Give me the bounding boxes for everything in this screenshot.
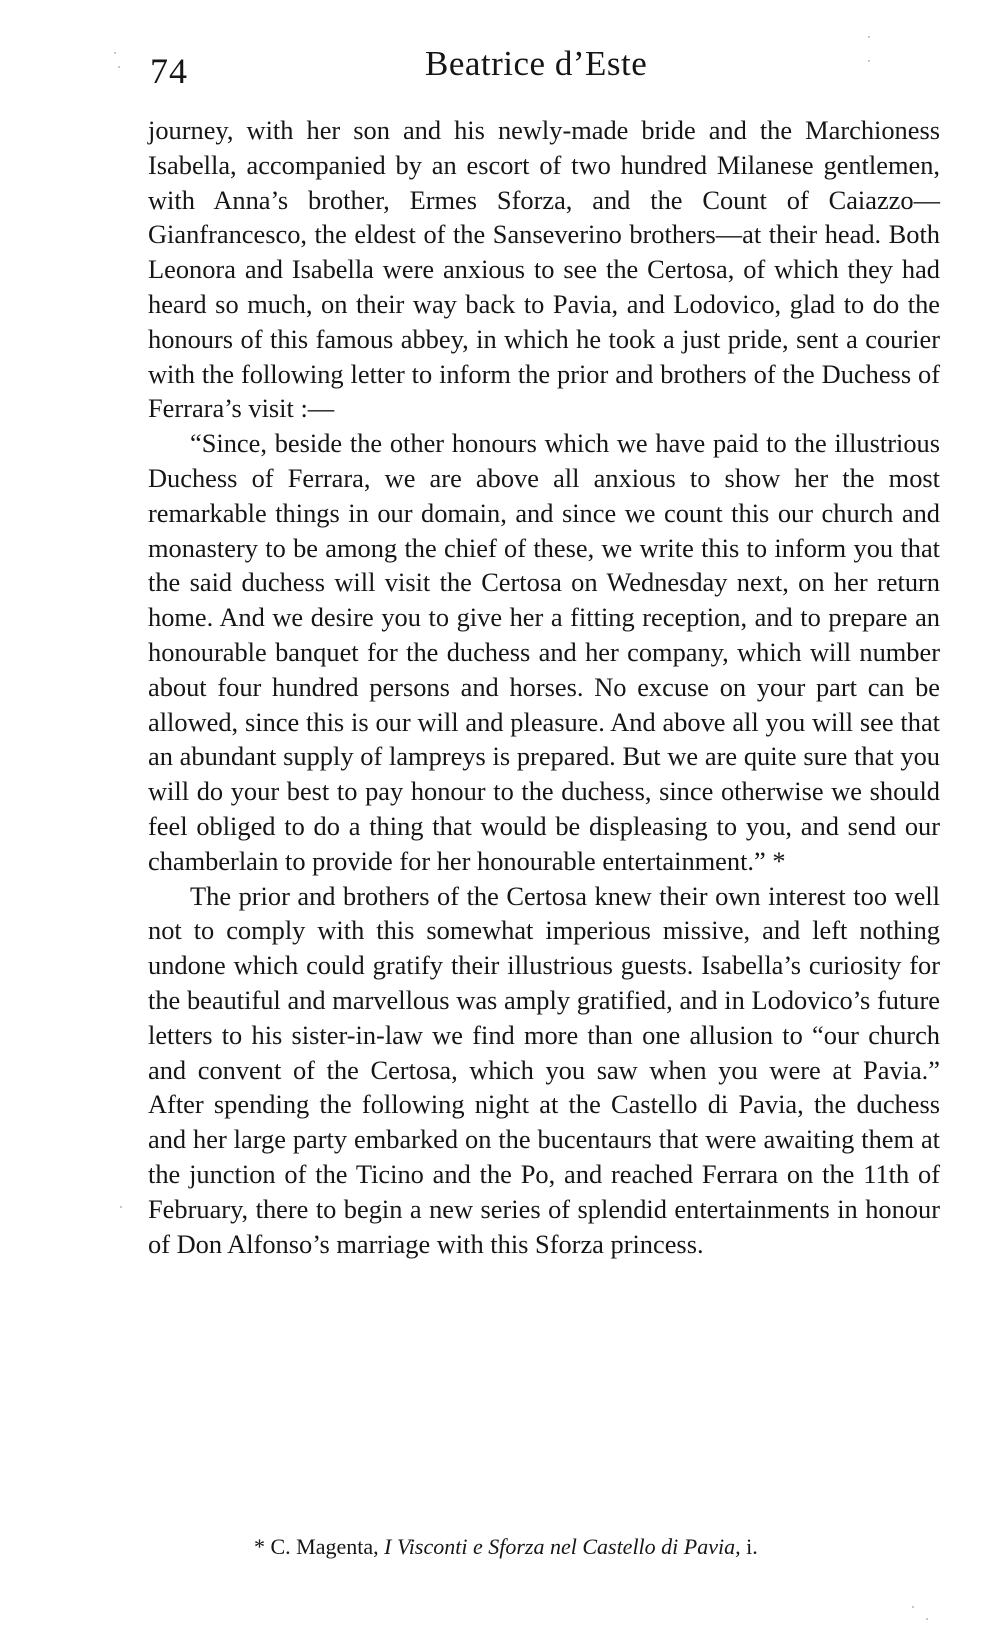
paragraph-quoted-letter: “Since, beside the other honours which we have paid to the illustrious Duchess of Ferrara, we are above all anxious to show her the most remarkable things in our domain, and since we count this our church and monastery to be among the chief of these, we write this to inform you that the said duchess will visit the Certosa on Wednesday next, on her return home. And we desire you to give her a fitting reception, and to prepare an honourable banquet for the duchess and her company, which will number about four hundred persons and horses. No excuse on your part can be allowed, since this is our will and pleasure. And above all you will see that an abundant supply of lampreys is prepared. But we are quite sure that you will do your best to pay honour to the duchess, since otherwise we should feel obliged to do a thing that would be displeasing to you, and send our chamberlain to provide for her honourable entertainment.” * — [148, 428, 940, 876]
footnote-title: I Visconti e Sforza nel Castello di Pavia, — [384, 1534, 741, 1559]
scan-speck — [926, 1618, 928, 1620]
footnote-volume: i. — [746, 1534, 758, 1559]
scan-speck — [120, 1206, 122, 1208]
running-title: Beatrice d’Este — [425, 44, 648, 83]
body-text — [148, 113, 940, 1261]
scan-speck — [868, 36, 870, 38]
footnote-author: C. Magenta, — [270, 1534, 379, 1559]
footnote-marker: * — [254, 1534, 265, 1559]
scan-speck — [868, 60, 870, 62]
scan-speck — [118, 66, 120, 68]
scan-speck — [912, 1606, 914, 1608]
paragraph-continuation: journey, with her son and his newly-made bride and the Marchioness Isabella, accompanied by an escort of two hundred Milanese gentlemen, with Anna’s brother, Ermes Sforza, and the Count of Caiazzo—Gianfrancesco, the eldest of the Sanseverino brothers—at their head. Both Leonora and Isabella were anxious to see the Certosa, of which they had heard so much, on their way back to Pavia, and Lodovico, glad to do the honours of this famous abbey, in which he took a just pride, sent a courier with the following letter to inform the prior and brothers of the Duchess of Ferrara’s visit :— — [148, 115, 940, 424]
footnote — [254, 1532, 954, 1562]
page-number: 74 — [150, 51, 188, 91]
paragraph-certosa-visit: The prior and brothers of the Certosa knew their own interest too well not to comply with this somewhat imperious missive, and left nothing undone which could gratify their illustrious guests. Isabella’s curiosity for the beautiful and marvellous was amply gratified, and in Lodovico’s future letters to his sister-in-law we find more than one allusion to “our church and convent of the Certosa, which you saw when you were at Pavia.” After spending the following night at the Castello di Pavia, the duchess and her large party embarked on the bucentaurs that were awaiting them at the junction of the Ticino and the Po, and reached Ferrara on the 11th of February, there to begin a new series of splendid entertainments in honour of Don Alfonso’s marriage with this Sforza princess. — [148, 880, 940, 1259]
page-header — [150, 44, 940, 94]
scan-speck — [114, 52, 116, 54]
